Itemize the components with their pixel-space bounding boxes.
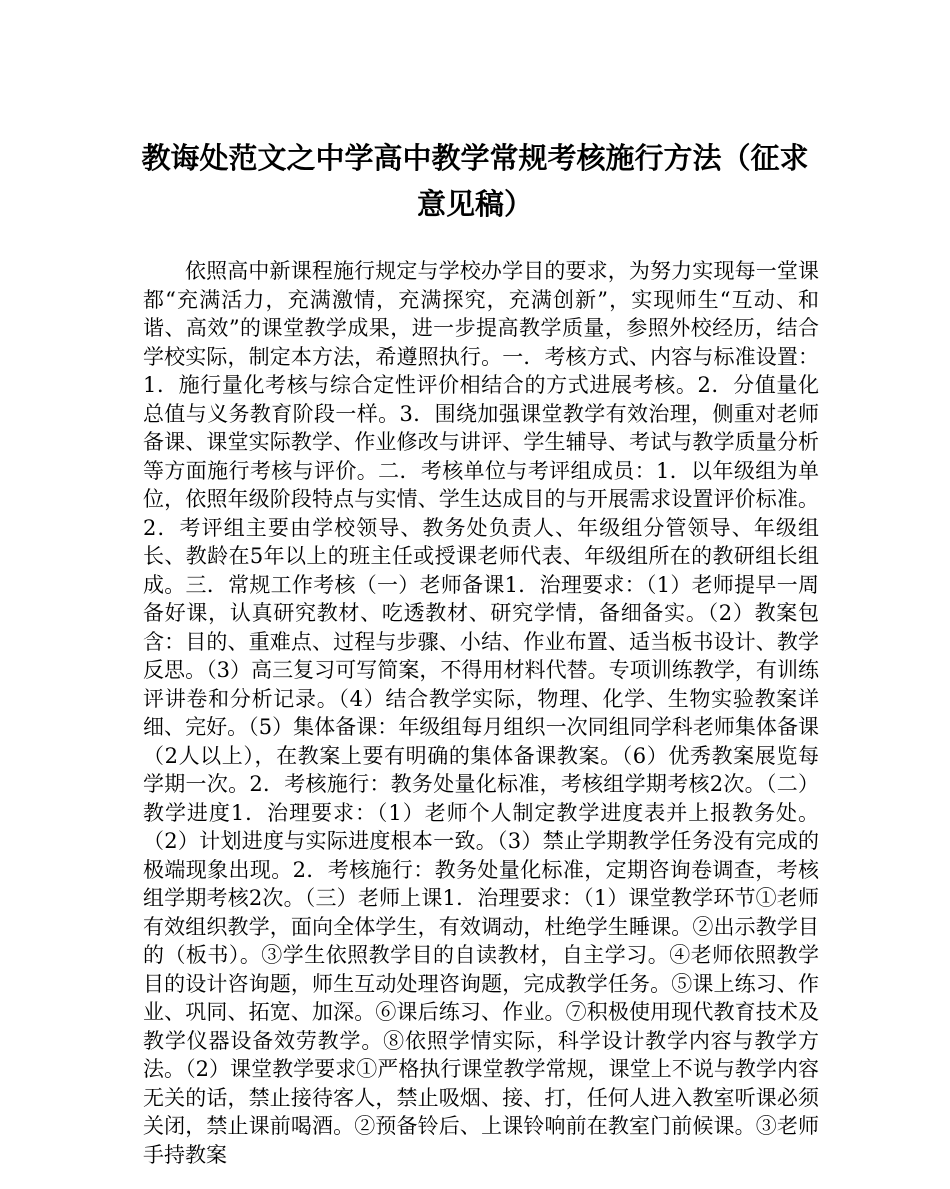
document-body-paragraph: 依照高中新课程施行规定与学校办学目的要求，为努力实现每一堂课都“充满活力，充满激情，充满探究，充满创新”，实现师生“互动、和谐、高效”的课堂教学成果，进一步提高教学质量，参照外校经历，结合学校实际，制定本方法，希遵照执行。一．考核方式、内容与标准设置：1．施行量化考核与综合定性评价相结合的方式进展考核。2．分值量化总值与义务教育阶段一样。3．围绕加强课堂教学有效治理，侧重对老师备课、课堂实际教学、作业修改与讲评、学生辅导、考试与教学质量分析等方面施行考核与评价。二．考核单位与考评组成员：1．以年级组为单位，依照年级阶段特点与实情、学生达成目的与开展需求设置评价标准。2．考评组主要由学校领导、教务处负责人、年级组分管领导、年级组长、教龄在5年以上的班主任或授课老师代表、年级组所在的教研组长组成。三．常规工作考核（一）老师备课1．治理要求：（1）老师提早一周备好课，认真研究教材、吃透教材、研究学情，备细备实。（2）教案包含：目的、重难点、过程与步骤、小结、作业布置、适当板书设计、教学反思。（3）高三复习可写简案，不得用材料代替。专项训练教学，有训练评讲卷和分析记录。（4）结合教学实际，物理、化学、生物实验教案详细、完好。（5）集体备课：年级组每月组织一次同组同学科老师集体备课（2人以上），在教案上要有明确的集体备课教案。（6）优秀教案展览每学期一次。2．考核施行：教务处量化标准，考核组学期考核2次。（二）教学进度1．治理要求：（1）老师个人制定教学进度表并上报教务处。（2）计划进度与实际进度根本一致。（3）禁止学期教学任务没有完成的极端现象出现。2．考核施行：教务处量化标准，定期咨询卷调查，考核组学期考核2次。（三）老师上课1．治理要求：（1）课堂教学环节①老师有效组织教学，面向全体学生，有效调动，杜绝学生睡课。②出示教学目的（板书）。③学生依照教学目的自读教材，自主学习。④老师依照教学目的设计咨询题，师生互动处理咨询题，完成教学任务。⑤课上练习、作业、巩同、拓宽、加深。⑥课后练习、作业。⑦积极使用现代教育技术及教学仪器设备效劳教学。⑧依照学情实际，科学设计教学内容与教学方法。（2）课堂教学要求①严格执行课堂教学常规，课堂上不说与教学内容无关的话，禁止接待客人，禁止吸烟、接、打，任何人进入教室听课必须关闭，禁止课前喝酒。②预备铃后、上课铃响前在教室门前候课。③老师手持教案 bbox=[143, 259, 819, 1167]
document-title: 教诲处范文之中学高中教学常规考核施行方法（征求意见稿） bbox=[141, 141, 809, 221]
